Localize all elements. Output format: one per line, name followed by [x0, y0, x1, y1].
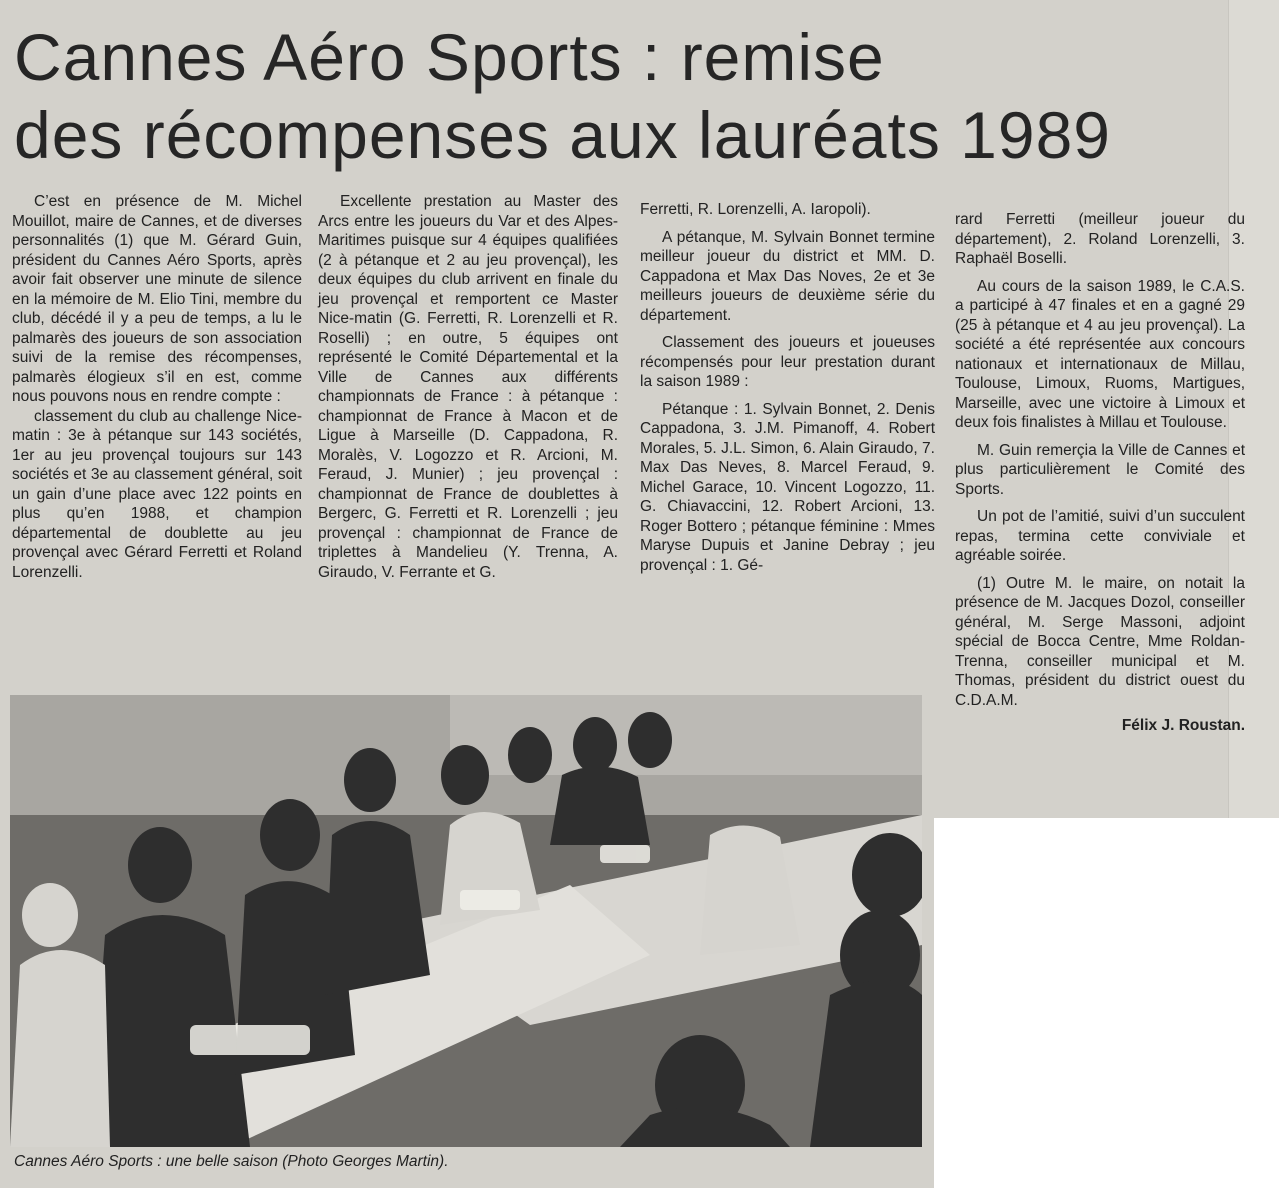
blank-area — [934, 818, 1279, 1188]
photo-illustration — [10, 695, 922, 1147]
group-photo — [10, 695, 922, 1147]
headline-line-1: Cannes Aéro Sports : remise — [14, 20, 885, 94]
paragraph: Pétanque : 1. Sylvain Bonnet, 2. Denis Cappadona, 3. J.M. Pimanoff, 4. Robert Morales, 5. J.L. Simon, 6. Alain Giraudo, 7. Max Das Neves, 8. Marcel Feraud, 9. Michel Garace, 10. Vincent Logozzo, 11. G. Chiavaccini, 12. Robert Arcioni, 13. Roger Bottero ; pétanque féminine : Mmes Maryse Dupuis et Janine Debray ; jeu provençal : 1. Gé- — [640, 400, 935, 574]
paragraph: C’est en présence de M. Michel Mouillot, maire de Cannes, et de diverses personnalités (1) que M. Gérard Guin, président du Cannes Aéro Sports, après avoir fait observer une minute de silence en la mémoire de M. Elio Tini, membre du club, décédé il y a peu de temps, a lu le palmarès des joueurs de son association suivi de la remise des récompenses, palmarès élogieux s’il en est, comme nous pouvons nous en rendre compte : — [12, 193, 302, 405]
paragraph: A pétanque, M. Sylvain Bonnet termine meilleur joueur du district et MM. D. Cappadona et Max Das Noves, 2e et 3e meilleurs joueurs de deuxième série du département. — [640, 228, 935, 324]
footnote: (1) Outre M. le maire, on notait la présence de M. Jacques Dozol, conseiller général, M. Serge Massoni, adjoint spécial de Bocca Centre, Mme Roldan-Trenna, conseiller municipal et M. Thomas, président du district ouest du C.D.A.M. — [955, 574, 1245, 709]
paragraph: Excellente prestation au Master des Arcs entre les joueurs du Var et des Alpes-Maritimes puisque sur 4 équipes qualifiées (2 à pétanque et 2 au jeu provençal), les deux équipes du club arrivent en finale du jeu provençal et remportent ce Master Nice-matin (G. Ferretti, R. Lorenzelli et R. Roselli) ; en outre, 5 équipes ont représenté le Comité Départemental et la Ville de Cannes aux différents championnats de France : à pétanque : championnat de France à Macon et de Ligue à Marseille (D. Cappadona, R. Moralès, V. Logozzo et R. Arcioni, M. Feraud, J. Munier) ; jeu provençal : championnat de France de doublettes à Bergerc, G. Ferretti et R. Lorenzelli ; jeu provençal : championnat de France de triplettes à Mandelieu (Y. Trenna, A. Giraudo, V. Ferrante et G. — [318, 193, 618, 581]
paragraph: Classement des joueurs et joueuses récompensés pour leur prestation durant la saison 1989 : — [640, 334, 935, 390]
paragraph: Ferretti, R. Lorenzelli, A. Iaropoli). — [640, 201, 871, 218]
article-column-4 — [955, 210, 1245, 736]
article-column-2 — [318, 192, 618, 582]
article-column-3 — [640, 200, 935, 575]
headline-line-2: des récompenses aux lauréats 1989 — [14, 98, 1111, 172]
paragraph: M. Guin remerçia la Ville de Cannes et plus particulièrement le Comité des Sports. — [955, 441, 1245, 498]
article-column-1 — [12, 192, 302, 582]
paragraph: classement du club au challenge Nice-matin : 3e à pétanque sur 143 sociétés, 1er au jeu provençal toujours sur 143 sociétés et 3e au classement général, soit un gain d’une place avec 122 points en plus qu’en 1988, et champion départemental de doublette au jeu provençal avec Gérard Ferretti et Roland Lorenzelli. — [12, 407, 302, 581]
paragraph: rard Ferretti (meilleur joueur du département), 2. Roland Lorenzelli, 3. Raphaël Boselli. — [955, 211, 1245, 267]
photo-caption: Cannes Aéro Sports : une belle saison (Photo Georges Martin). — [14, 1153, 449, 1170]
paragraph: Au cours de la saison 1989, le C.A.S. a participé à 47 finales et en a gagné 29 (25 à pétanque et 4 au jeu provençal). La société a été représentée aux concours nationaux et internationaux de Millau, Toulouse, Limoux, Ruoms, Martigues, Marseille, avec une victoire à Limoux et deux fois finalistes à Millau et Toulouse. — [955, 277, 1245, 431]
byline: Félix J. Roustan. — [1121, 717, 1245, 734]
paragraph: Un pot de l’amitié, suivi d’un succulent repas, termina cette conviviale et agréable soirée. — [955, 508, 1245, 564]
headline — [14, 18, 1224, 174]
